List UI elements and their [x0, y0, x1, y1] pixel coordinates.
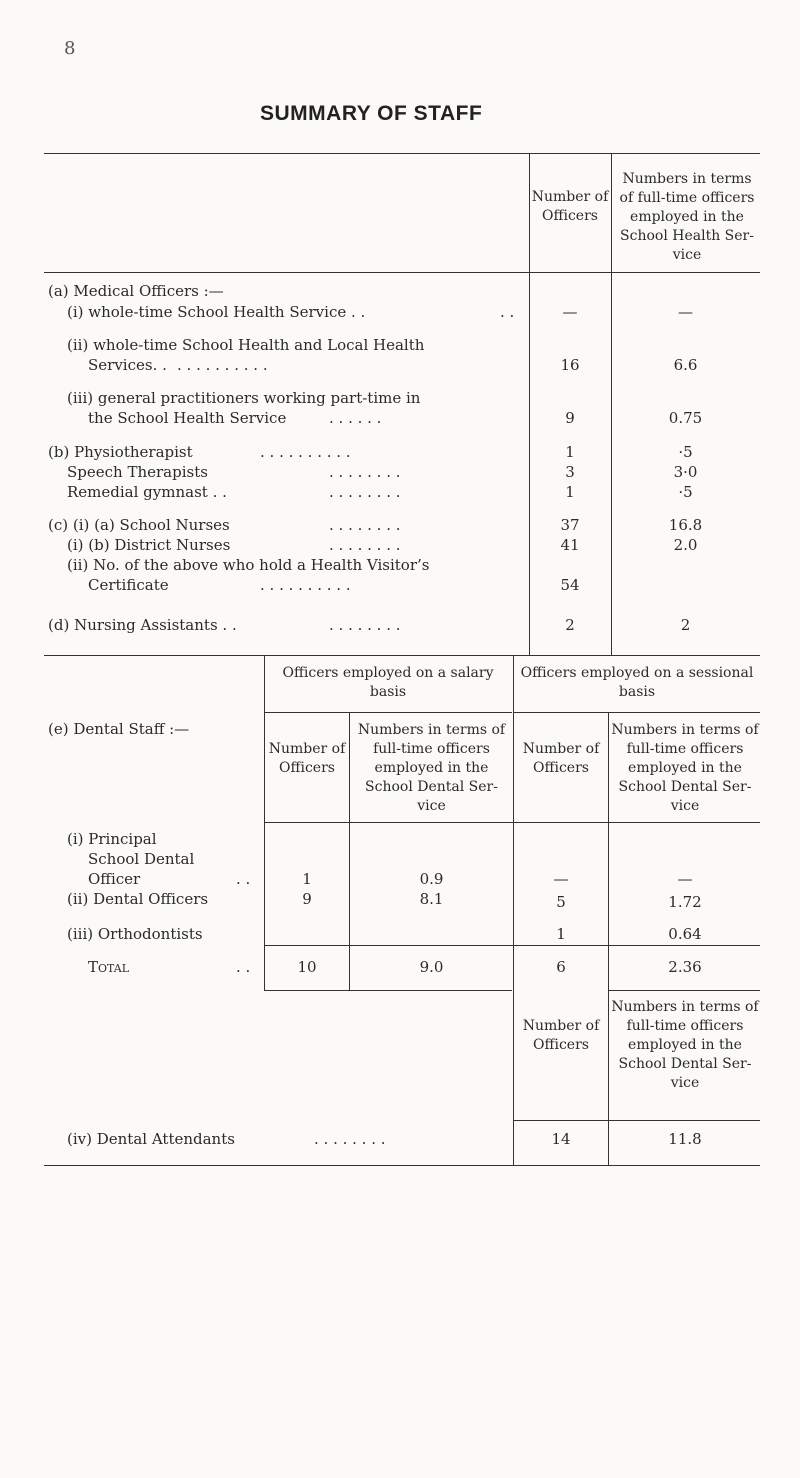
rule: [264, 822, 760, 823]
cell-fulltime: ·5: [678, 483, 693, 501]
rule: [513, 1120, 760, 1121]
row-label: Speech Therapists: [67, 463, 208, 481]
header-fulltime-equivalent: Numbers in terms of full-time officers employed in the School Health Ser- vice: [619, 171, 755, 263]
rule: [349, 712, 350, 990]
header-number-of-officers: Number of Officers: [522, 741, 600, 776]
cell-number: 1: [565, 443, 575, 461]
row-label: (a) Medical Officers :—: [48, 282, 224, 300]
rule: [264, 990, 512, 991]
rule: [608, 712, 609, 990]
rule: [44, 272, 760, 273]
row-label: (i) (b) District Nurses: [67, 536, 231, 554]
row-label: (d) Nursing Assistants . .: [48, 616, 237, 634]
cell-fulltime: 16.8: [668, 516, 703, 534]
row-label: (iii) Orthodontists: [67, 925, 203, 943]
leader-dots: . . . . . . . .: [314, 1130, 386, 1148]
leader-dots: . . . . . . . .: [329, 483, 401, 501]
row-label: (i) Principal: [67, 830, 157, 848]
rule: [513, 712, 760, 713]
rule: [44, 153, 760, 154]
row-label: (ii) whole-time School Health and Local Health: [67, 336, 425, 354]
cell-sessional-number: 5: [556, 893, 566, 911]
cell-number: 1: [565, 483, 575, 501]
cell-fulltime: 6.6: [673, 356, 698, 374]
leader-dots: . . . . . . . .: [329, 516, 401, 534]
rule: [608, 990, 609, 1165]
row-label: Certificate: [88, 576, 169, 594]
leader-dots: . .: [236, 870, 251, 888]
leader-dots: . . . . . . . . . .: [260, 443, 351, 461]
row-label: (iii) general practitioners working part-time in: [67, 389, 421, 407]
rule: [44, 1165, 760, 1166]
cell-number: 2: [565, 616, 575, 634]
total-salary-number: 10: [297, 958, 317, 976]
total-sessional-number: 6: [556, 958, 566, 976]
row-label: (b) Physiotherapist: [48, 443, 193, 461]
rule: [264, 712, 512, 713]
total-salary-fulltime: 9.0: [419, 958, 444, 976]
total-sessional-fulltime: 2.36: [668, 958, 702, 976]
cell-sessional-number: 1: [556, 925, 566, 943]
cell-number: 54: [560, 576, 580, 594]
row-label: (i) whole-time School Health Service . .: [67, 303, 366, 321]
cell-sessional-number: —: [553, 870, 569, 888]
cell-fulltime: 0.75: [668, 409, 703, 427]
cell-number: 9: [565, 409, 575, 427]
leader-dots: . . . . . . . . . .: [177, 356, 268, 374]
leader-dots: . . . . . .: [329, 409, 382, 427]
leader-dots: . .: [500, 303, 515, 321]
cell-fulltime: 2.0: [673, 536, 698, 554]
cell-number: 37: [560, 516, 580, 534]
cell-sessional-fulltime: 0.64: [668, 925, 702, 943]
row-label: (ii) Dental Officers: [67, 890, 209, 908]
rule: [529, 153, 530, 655]
leader-dots: . . . . . . . .: [329, 536, 401, 554]
row-label: School Dental: [88, 850, 195, 868]
cell-number: 16: [560, 356, 580, 374]
cell-salary-number: 9: [302, 890, 312, 908]
leader-dots: . . . . . . . . . .: [260, 576, 351, 594]
rule: [44, 655, 760, 656]
rule: [608, 990, 760, 991]
header-number-of-officers: Number of Officers: [268, 741, 346, 776]
header-number-of-officers: Number of Officers: [522, 1018, 600, 1053]
cell-fulltime: ·5: [678, 443, 693, 461]
rule: [611, 153, 612, 655]
cell-fulltime: 11.8: [668, 1130, 702, 1148]
cell-fulltime: —: [678, 303, 693, 321]
header-fulltime-equivalent: Numbers in terms of full-time officers employed in the School Dental Ser- vice: [611, 722, 759, 814]
group-header-sessional: Officers employed on a sessional basis: [520, 665, 754, 700]
leader-dots: . . . . . . . .: [329, 463, 401, 481]
row-label: the School Health Service: [88, 409, 287, 427]
dental-staff-label: (e) Dental Staff :—: [48, 720, 190, 738]
row-label: (c) (i) (a) School Nurses: [48, 516, 230, 534]
cell-fulltime: 2: [680, 616, 691, 634]
rule: [513, 990, 514, 1165]
cell-sessional-fulltime: 1.72: [668, 893, 702, 911]
cell-salary-fulltime: 8.1: [419, 890, 444, 908]
cell-fulltime: 3·0: [673, 463, 698, 481]
header-number-of-officers: Number of Officers: [531, 189, 609, 224]
row-label: Services. .: [88, 356, 167, 374]
cell-number: —: [562, 303, 578, 321]
group-header-salary: Officers employed on a salary basis: [282, 665, 494, 700]
row-label: (ii) No. of the above who hold a Health Visitor’s: [67, 556, 430, 574]
header-fulltime-equivalent: Numbers in terms of full-time officers employed in the School Dental Ser- vice: [357, 722, 506, 814]
cell-sessional-fulltime: —: [677, 870, 693, 888]
cell-number: 14: [551, 1130, 571, 1148]
leader-dots: . . . . . . . .: [329, 616, 401, 634]
page-number: 8: [64, 38, 76, 59]
cell-number: 41: [560, 536, 580, 554]
row-label: Officer: [88, 870, 141, 888]
row-label: Remedial gymnast . .: [67, 483, 227, 501]
cell-number: 3: [565, 463, 575, 481]
page-title: SUMMARY OF STAFF: [260, 102, 483, 125]
total-label: Total: [88, 958, 130, 976]
rule: [264, 945, 760, 946]
cell-salary-number: 1: [302, 870, 312, 888]
row-label: (iv) Dental Attendants: [67, 1130, 235, 1148]
leader-dots: . .: [236, 958, 251, 976]
cell-salary-fulltime: 0.9: [419, 870, 444, 888]
header-fulltime-equivalent: Numbers in terms of full-time officers employed in the School Dental Ser- vice: [611, 999, 759, 1091]
